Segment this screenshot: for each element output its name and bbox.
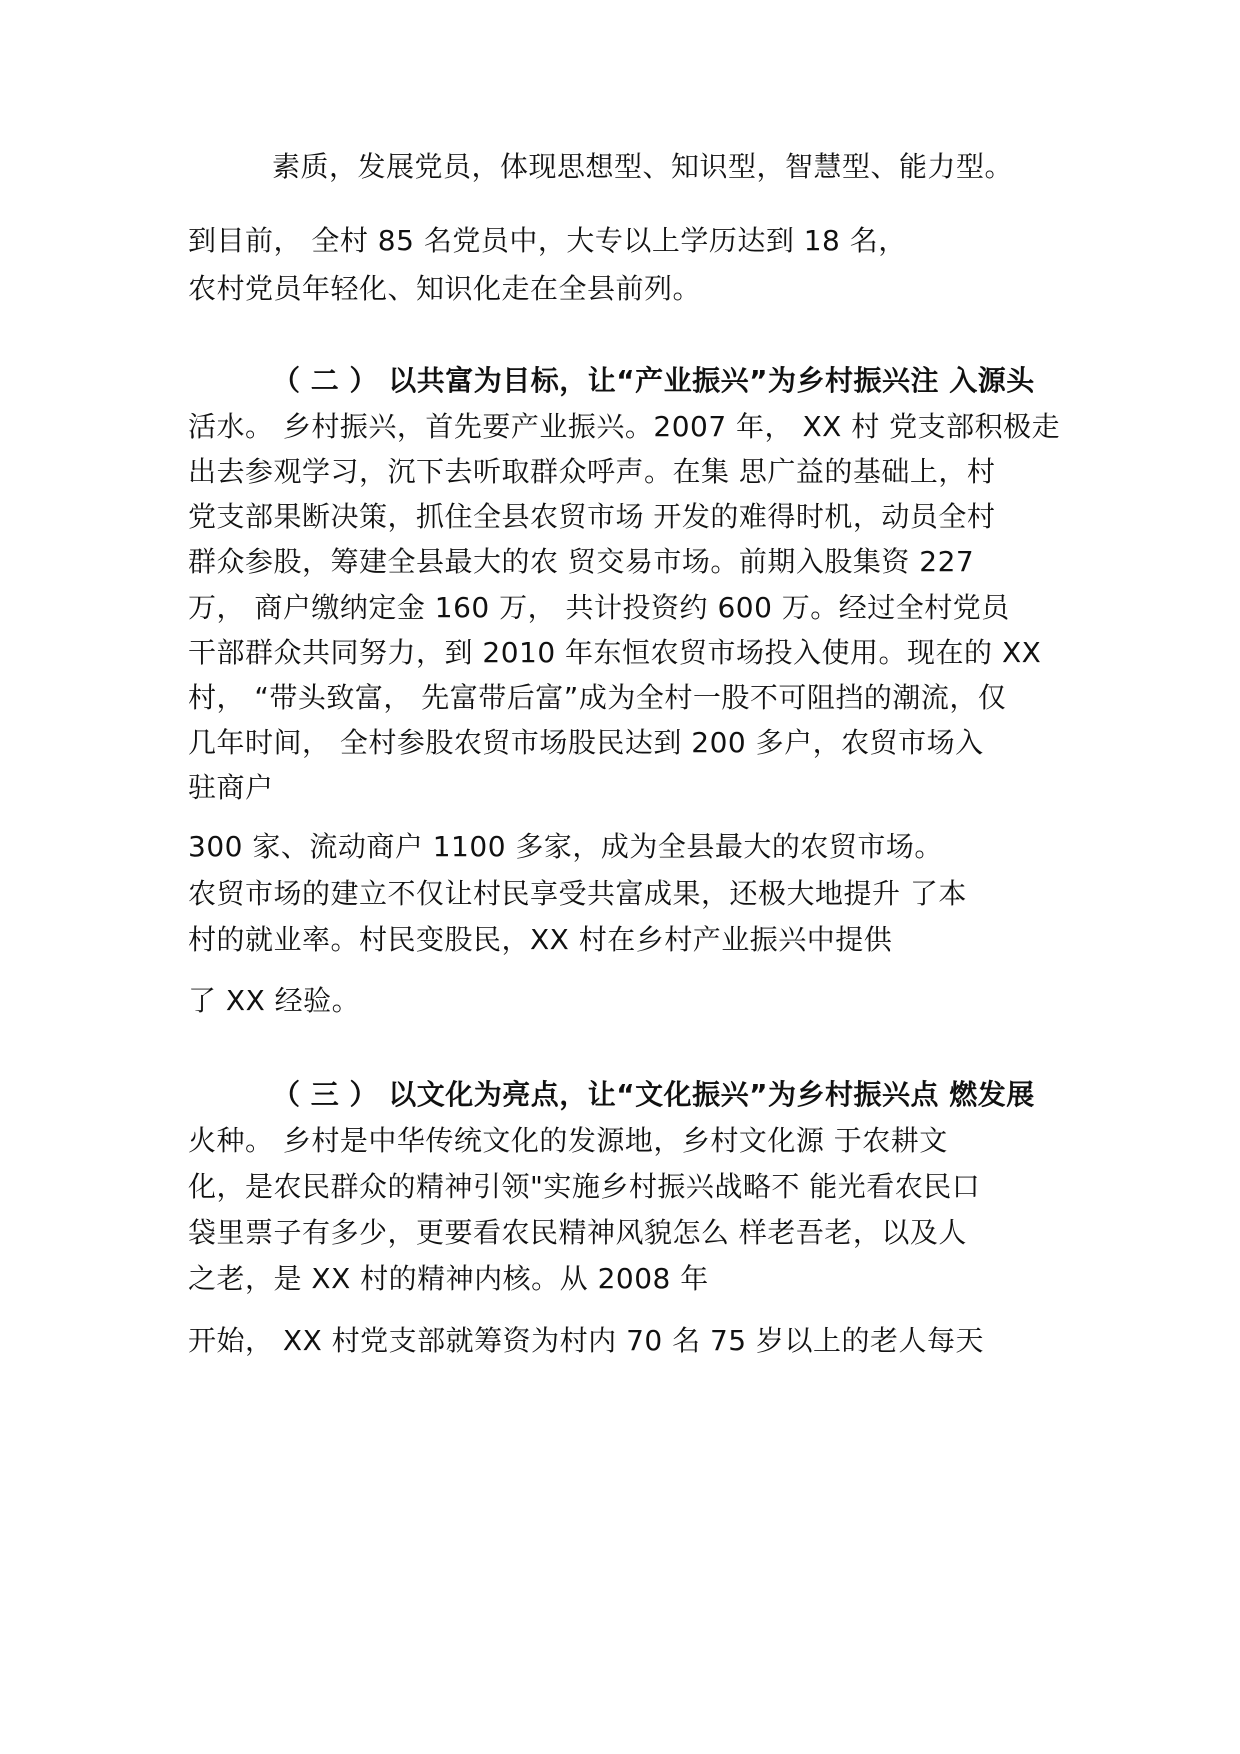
- text-line: 群众参股，筹建全县最大的农 贸交易市场。前期入股集资 227: [188, 545, 975, 578]
- text-line: 干部群众共同努力，到 2010 年东恒农贸市场投入使用。现在的 XX: [188, 636, 1042, 669]
- text-line: 出去参观学习，沉下去听取群众呼声。在集 思广益的基础上，村: [188, 455, 996, 488]
- text-line: 村的就业率。村民变股民，XX 村在乡村产业振兴中提供: [188, 923, 893, 956]
- text-line: 党支部果断决策，抓住全县农贸市场 开发的难得时机，动员全村: [188, 500, 996, 533]
- text-line: 化，是农民群众的精神引领"实施乡村振兴战略不 能光看农民口: [188, 1170, 981, 1203]
- text-line: 村， “带头致富， 先富带后富”成为全村一股不可阻挡的潮流，仅: [188, 681, 1007, 714]
- text-line: 之老，是 XX 村的精神内核。从 2008 年: [188, 1262, 709, 1295]
- text-line: 农村党员年轻化、知识化走在全县前列。: [188, 272, 702, 305]
- text-line: 农贸市场的建立不仅让村民享受共富成果，还极大地提升 了本: [188, 877, 967, 910]
- section-heading: （ 三 ） 以文化为亮点，让“文化振兴”为乡村振兴点 燃发展: [272, 1078, 1035, 1111]
- section-heading: （ 二 ） 以共富为目标，让“产业振兴”为乡村振兴注 入源头: [272, 364, 1035, 397]
- text-line: 袋里票子有多少，更要看农民精神风貌怎么 样老吾老，以及人: [188, 1216, 967, 1249]
- text-line: 了 XX 经验。: [188, 984, 361, 1017]
- text-line: 到目前， 全村 85 名党员中，大专以上学历达到 18 名，: [188, 224, 907, 257]
- text-line: 驻商户: [188, 771, 274, 804]
- text-line: 开始， XX 村党支部就筹资为村内 70 名 75 岁以上的老人每天: [188, 1324, 985, 1357]
- text-line: 万， 商户缴纳定金 160 万， 共计投资约 600 万。经过全村党员: [188, 591, 1010, 624]
- text-line: 火种。 乡村是中华传统文化的发源地，乡村文化源 于农耕文: [188, 1124, 948, 1157]
- text-line: 活水。 乡村振兴，首先要产业振兴。2007 年， XX 村 党支部积极走: [188, 410, 1061, 443]
- text-line: 素质，发展党员，体现思想型、知识型，智慧型、能力型。: [272, 150, 1014, 183]
- text-line: 几年时间， 全村参股农贸市场股民达到 200 多户，农贸市场入: [188, 726, 984, 759]
- text-line: 300 家、流动商户 1100 多家，成为全县最大的农贸市场。: [188, 830, 943, 863]
